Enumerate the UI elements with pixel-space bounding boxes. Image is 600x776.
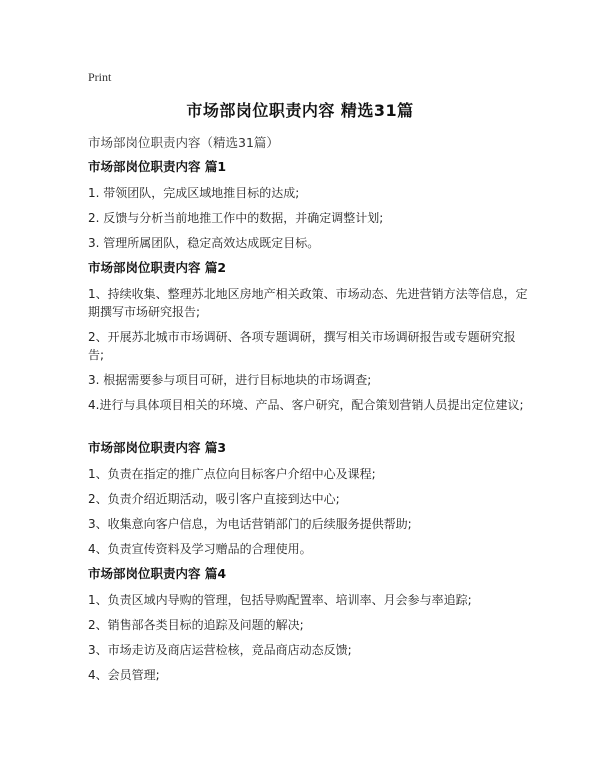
document-body bbox=[88, 158, 528, 691]
list-item: 3. 根据需要参与项目可研，进行目标地块的市场调查; bbox=[88, 373, 372, 387]
print-label[interactable]: Print bbox=[88, 70, 112, 84]
list-item: 3、收集意向客户信息，为电话营销部门的后续服务提供帮助; bbox=[88, 517, 412, 531]
list-item: 2、开展苏北城市市场调研、各项专题调研，撰写相关市场调研报告或专题研究报告; bbox=[88, 330, 516, 362]
section-2 bbox=[88, 259, 528, 432]
section-heading: 市场部岗位职责内容 篇1 bbox=[88, 159, 227, 174]
section-heading: 市场部岗位职责内容 篇2 bbox=[88, 260, 227, 275]
document-title: 市场部岗位职责内容 精选31篇 bbox=[186, 101, 414, 120]
section-heading: 市场部岗位职责内容 篇4 bbox=[88, 566, 227, 581]
list-item: 2. 反馈与分析当前地推工作中的数据，并确定调整计划; bbox=[88, 211, 384, 225]
list-item: 2、负责介绍近期活动，吸引客户直接到达中心; bbox=[88, 492, 340, 506]
list-item: 2、销售部各类目标的追踪及问题的解决; bbox=[88, 618, 304, 632]
list-item: 1、持续收集、整理苏北地区房地产相关政策、市场动态、先进营销方法等信息，定期撰写市场研究报告; bbox=[88, 287, 528, 319]
list-item: 1、负责在指定的推广点位向目标客户介绍中心及课程; bbox=[88, 467, 376, 481]
list-item: 4、会员管理; bbox=[88, 668, 160, 682]
list-item: 3、市场走访及商店运营检核，竞品商店动态反馈; bbox=[88, 643, 352, 657]
list-item: 1. 带领团队，完成区域地推目标的达成; bbox=[88, 186, 300, 200]
section-1 bbox=[88, 158, 528, 252]
list-item: 4、负责宣传资料及学习赠品的合理使用。 bbox=[88, 542, 312, 556]
list-item: 1、负责区域内导购的管理，包括导购配置率、培训率、月会参与率追踪; bbox=[88, 593, 472, 607]
section-3 bbox=[88, 439, 528, 558]
list-item: 4.进行与具体项目相关的环境、产品、客户研究，配合策划营销人员提出定位建议; bbox=[88, 398, 524, 412]
list-item: 3. 管理所属团队，稳定高效达成既定目标。 bbox=[88, 236, 320, 250]
section-4 bbox=[88, 565, 528, 684]
section-heading: 市场部岗位职责内容 篇3 bbox=[88, 440, 227, 455]
document-subtitle: 市场部岗位职责内容（精选31篇） bbox=[88, 135, 279, 150]
